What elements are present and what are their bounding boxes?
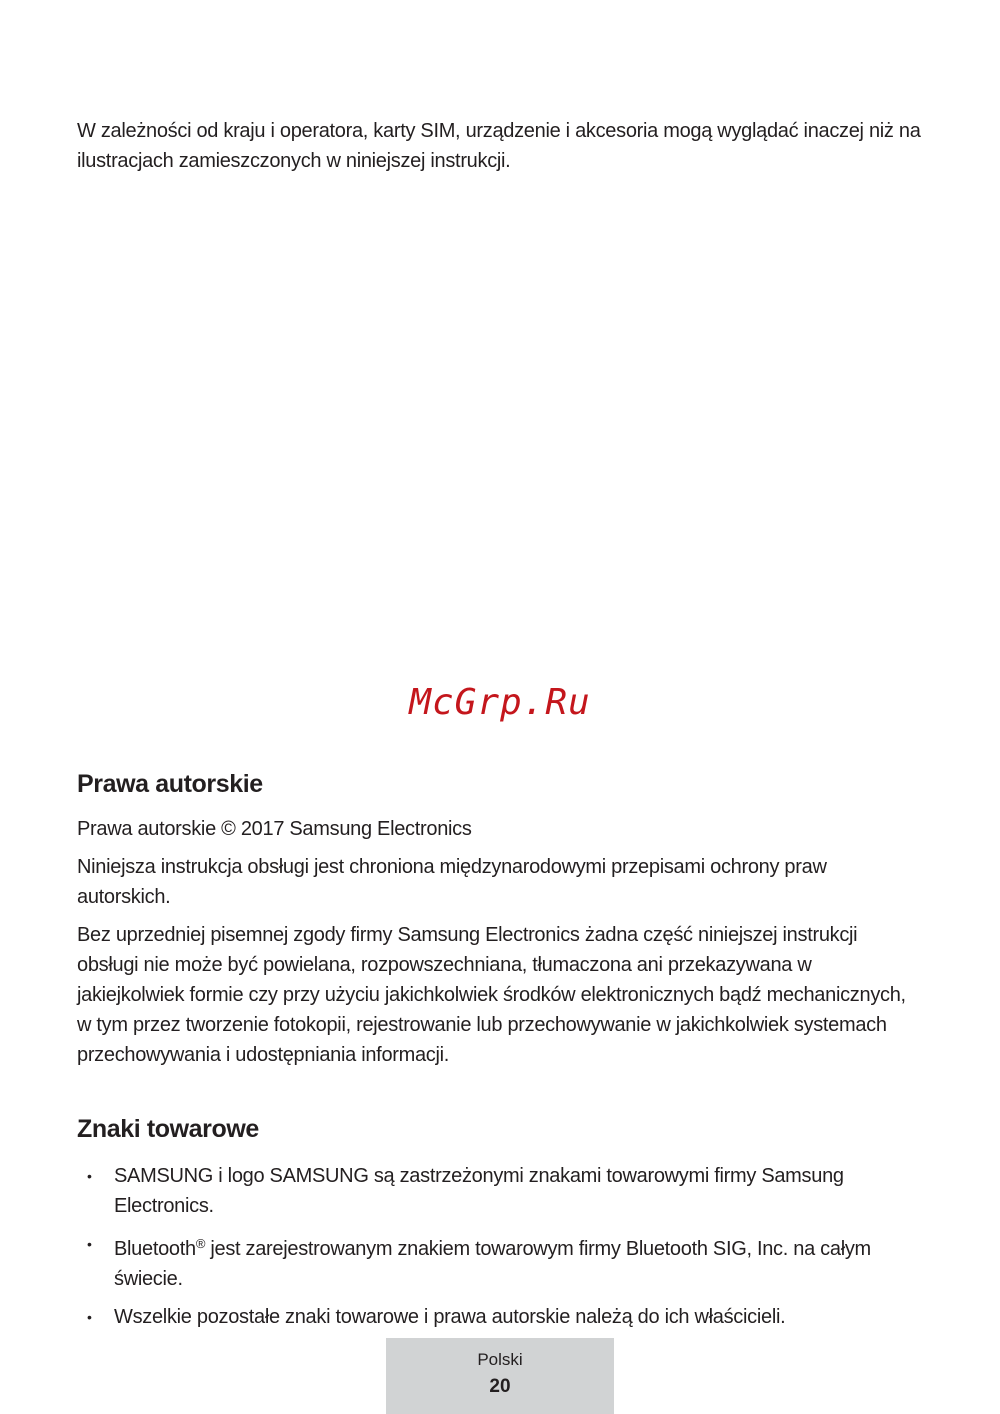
watermark-text: McGrp.Ru bbox=[409, 682, 591, 723]
bullet-icon: • bbox=[87, 1168, 92, 1184]
page-footer bbox=[386, 1338, 614, 1414]
footer-language: Polski bbox=[477, 1350, 523, 1369]
list-item bbox=[77, 1161, 937, 1221]
list-item bbox=[77, 1302, 937, 1332]
trademark-samsung-text: SAMSUNG i logo SAMSUNG są zastrzeżonymi znakami towarowymi firmy Samsung Electronics. bbox=[114, 1165, 844, 1217]
copyright-notice: Prawa autorskie © 2017 Samsung Electronics bbox=[77, 818, 472, 840]
intro-paragraph: W zależności od kraju i operatora, karty SIM, urządzenie i akcesoria mogą wyglądać inaczej niż na ilustracjach zamieszczonych w niniejszej instrukcji. bbox=[77, 120, 921, 172]
list-item bbox=[77, 1229, 937, 1294]
bullet-icon: • bbox=[87, 1309, 92, 1325]
copyright-restriction-paragraph: Bez uprzedniej pisemnej zgody firmy Samsung Electronics żadna część niniejszej instrukcji obsługi nie może być powielana, rozpowszechniana, tłumaczona ani przekazywana w jakiejkolwiek formie czy przy użyciu jakichkolwiek środków elektronicznych bądź mechanicznych, w tym przez tworzenie fotokopii, rejestrowanie lub przechowywanie w jakichkolwiek systemach przechowywania i udostępniania informacji. bbox=[77, 924, 906, 1066]
trademarks-heading: Znaki towarowe bbox=[77, 1115, 259, 1143]
trademarks-list bbox=[77, 1161, 937, 1340]
trademark-other-text: Wszelkie pozostałe znaki towarowe i prawa autorskie należą do ich właścicieli. bbox=[114, 1306, 786, 1328]
trademark-bluetooth-name: Bluetooth bbox=[114, 1238, 196, 1260]
trademark-bluetooth-text: jest zarejestrowanym znakiem towarowym firmy Bluetooth SIG, Inc. na całym świecie. bbox=[114, 1238, 871, 1290]
copyright-protection-paragraph: Niniejsza instrukcja obsługi jest chroniona międzynarodowymi przepisami ochrony praw autorskich. bbox=[77, 856, 827, 908]
copyright-heading: Prawa autorskie bbox=[77, 770, 263, 798]
bullet-icon: • bbox=[87, 1236, 92, 1252]
registered-mark: ® bbox=[195, 1236, 206, 1251]
page-number: 20 bbox=[489, 1376, 511, 1397]
